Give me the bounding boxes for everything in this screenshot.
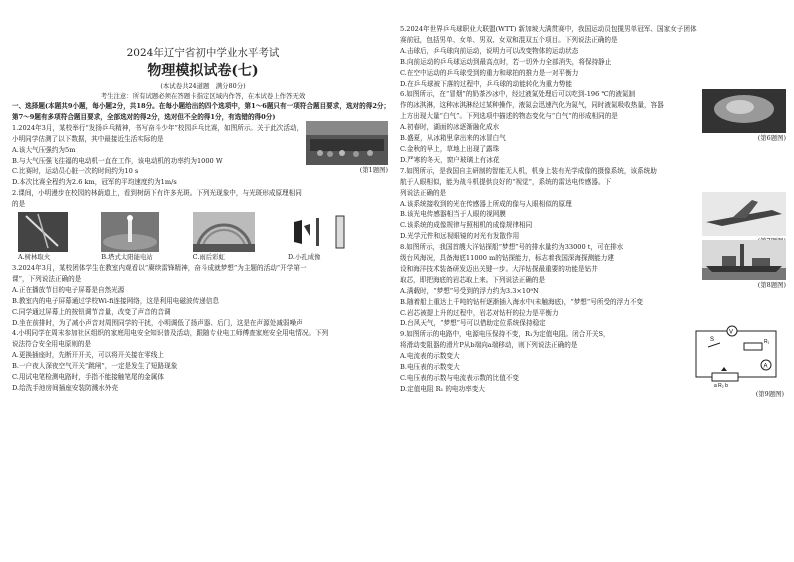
- question-line: C.同学通过屏幕上的按钮调节音量，改变了声音的音调: [12, 307, 171, 316]
- question-line: 9.如图所示的电路中，电源电压保持不变，R₁为定值电阻。闭合开关S，: [400, 330, 610, 339]
- q7-figure: [702, 192, 786, 247]
- solar-tower-image: [101, 212, 159, 252]
- question-line: 小明同学估测了以下数据，其中最接近生活实际的是: [12, 134, 164, 143]
- question-line: B.教室内的电子屏幕通过学校Wi-fi连接网络，这是利用电磁波传递信息: [12, 296, 219, 305]
- question-line: A.初春时，湖面的冰逐渐融化成水: [400, 123, 500, 132]
- question-line: B.向前运动的乒乓球运动到最高点时，若一切外力全部消失，将保持静止: [400, 57, 612, 66]
- q8-figure: [702, 240, 786, 291]
- svg-text:S: S: [710, 337, 715, 344]
- question-line: C.金秋的早上，草地上出现了露珠: [400, 144, 500, 153]
- question-line: D.定值电阻 R₁ 的电功率变大: [400, 384, 485, 393]
- question-line: 将滑动变阻器的滑片P从b端向a端移动，则下列说法正确的是: [400, 341, 578, 350]
- q1-caption: (第1题图): [359, 165, 388, 174]
- question-line: D.光学元件和远视眼镜的对光有发散作用: [400, 232, 520, 241]
- question-line: B.一户夜人深夜空气开关“跳闸”，一定是发生了短路现象: [12, 362, 178, 371]
- q2-option-c: [193, 212, 255, 263]
- question-line: B.电压表的示数变大: [400, 363, 460, 372]
- exam-notice: 考生注意：所有试题必须在答题卡指定区域内作答，在本试卷上作答无效: [100, 92, 306, 100]
- question-line: B.该光电传感器相当于人眼的视网膜: [400, 210, 506, 219]
- question-line: 1.2024年3月，某校举行“发扬乒乓精神，书写奋斗少年”校园乒乓比赛，如图所示。关于此次活动，: [12, 123, 304, 132]
- question-line: C.比赛时，运动员心脏一次的时间约为10 s: [12, 167, 139, 176]
- q9-figure: [688, 323, 784, 400]
- left-column: [12, 24, 394, 394]
- question-line: C.岩芯被提上升的过程中，岩芯对钻杆的拉力是平衡力: [400, 308, 559, 317]
- paper-title: 物理模拟试卷(七): [147, 63, 259, 79]
- question-line: D.本次比赛全程约为2.6 km，冠军的平均速度约为1m/s: [12, 178, 177, 187]
- question-line: 2.课间，小明漫步在校园的林荫道上，看到树荫下有许多光斑。下列光现象中，与光斑形成原理相同: [12, 189, 302, 198]
- right-column: [400, 24, 788, 399]
- svg-text:a R₂ b: a R₂ b: [714, 383, 728, 390]
- question-line: B.盛夏，从冰箱里拿出来的冰冒白气: [400, 134, 506, 143]
- question-line: B.与大气压强飞往福的电动机一直在工作，该电动机的功率约为1000 W: [12, 156, 223, 165]
- q2-option-b: [101, 212, 159, 263]
- option-label: C.雨后彩虹: [192, 253, 225, 262]
- question-line: C.用试电笔检测电路时，手指不能接触笔尾的金属体: [12, 373, 164, 382]
- question-line: 级台风海况，具备海底11000 m的钻探能力，标志着我国深海探测能力建: [400, 254, 614, 263]
- question-line: 5.2024年世界乒乓球职业大联盟(WTT) 新加坡大满贯赛中，我国运动员包揽男单冠军、国家女子团体: [400, 25, 697, 33]
- question-line: 的是: [12, 200, 26, 209]
- svg-text:R₁: R₁: [764, 339, 770, 346]
- question-line: A.更换插座时，先断开开关，可以将开关接在零线上: [12, 351, 164, 360]
- question-line: 7.如图所示，是我国自主研制的智能无人机，机身上装有光学成像的摄像系统，该系统助: [400, 166, 657, 175]
- circuit-diagram: [688, 323, 784, 389]
- question-line: B.随着船上重达上千吨的钻杆逐渐插入海水中(未触海底)，“梦想”号所受的浮力不变: [400, 297, 644, 306]
- question-line: 说法符合安全用电原则的是: [12, 340, 92, 349]
- table-tennis-photo: [306, 121, 388, 165]
- question-line: 作的冰淇淋，这种冰淇淋经过某种操作，液氮会迅速汽化为氮气，同时液氮吸收热量，容器: [400, 101, 664, 110]
- question-line: 课”，下列说法正确的是: [12, 274, 82, 283]
- fighter-jet-photo: [702, 192, 786, 236]
- question-line: 上方出现大量“白气”。下列选项中描述的物态变化与“白气”的形成相同的是: [400, 112, 618, 121]
- question-line: A.电流表的示数变大: [400, 352, 460, 361]
- section1-heading: 一、选择题(本题共9小题，每小题2分，共18分。在每小题给出的四个选项中，第1～6题只有一项符合题目要求，选对的得2分；第7～9题有多项符合题目要求，全部选对的得2分，选对但不全的得1分，有选错的得0分): [12, 102, 391, 121]
- q2-option-a: [18, 212, 68, 263]
- q2-option-d: [288, 212, 348, 263]
- liquid-nitrogen-photo: [702, 89, 786, 133]
- svg-text:V: V: [729, 329, 734, 336]
- question-line: A.该系统接收到的光在传感器上所成的像与人眼相似的原理: [400, 199, 572, 208]
- question-line: D.严寒的冬天，窗户玻璃上有冰花: [400, 155, 500, 164]
- svg-text:A: A: [763, 363, 768, 370]
- option-label: D.小孔成像: [287, 253, 321, 262]
- question-line: A.该大气压强约为5m: [12, 145, 76, 154]
- option-label: B.塔式太阳能电站: [101, 253, 153, 262]
- question-line: 8.如图所示，我国首艘大洋钻探船“梦想”号的排水量约为33000 t，可在排水: [400, 243, 624, 252]
- option-label: A.树林取火: [18, 253, 51, 262]
- q2-options-figures: [18, 212, 348, 263]
- question-line: A.满载时，“梦想”号受到的浮力约为3.3×10⁸N: [400, 286, 539, 295]
- exam-title: 2024年辽宁省初中学业水平考试: [126, 47, 280, 59]
- question-line: 列说法正确的是: [400, 188, 447, 197]
- question-line: C.电压表的示数与电流表示数的比值不变: [400, 374, 519, 382]
- drilling-ship-photo: [702, 240, 786, 280]
- question-line: 3.2024年3月，某校团体学生在教室内观看以“赓续雷锋精神，奋斗成就梦想”为主题的活动“开学第一: [12, 263, 307, 272]
- question-line: 4.小明同学在周末参加社区组织的家庭用电安全知识普及活动，跟随专业电工师傅查家庭安全用电情况。下列: [12, 329, 329, 338]
- question-line: D.在乒乓球被下落的过程中，乒乓球的动能转化为重力势能: [400, 79, 572, 88]
- question-line: D.坐在前排时，为了减小声音对周围同学的干扰，小明调低了扬声器、后门，这是在声源处减弱噪声: [12, 318, 303, 327]
- q1-figure: [306, 121, 388, 176]
- sunlight-fire-image: [18, 212, 68, 252]
- question-line: 设和海洋技术装备研发迈出关键一步。大洋钻探最重要的功能是钻井: [400, 264, 598, 273]
- pinhole-camera-image: [288, 212, 348, 252]
- question-line: D.台风天气，“梦想”号可以借助定位系统保持稳定: [400, 319, 546, 328]
- q6-caption: (第6题图): [757, 134, 786, 143]
- question-line: A.击球后，乒乓球向前运动，说明力可以改变物体的运动状态: [400, 46, 579, 55]
- question-line: D.给洗手池房间插座安装防溅水外壳: [12, 383, 119, 392]
- question-line: 6.如图所示，在“冒烟”的奶茶沙冰中，经过液氮处理后可以吃到-196 ℃的液氮制: [400, 90, 636, 99]
- q8-caption: (第8题图): [757, 281, 786, 290]
- question-line: 取芯，即把海底的岩芯取上来。下列说法正确的是: [400, 275, 546, 284]
- q6-figure: [702, 89, 786, 144]
- exam-info: (本试卷共24道题 满分80分): [160, 82, 246, 90]
- question-line: A.正在播放节目的电子屏幕是自然光源: [12, 285, 125, 294]
- question-line: C.该系统的成像规律与照相机的成像规律相同: [400, 221, 533, 230]
- question-line: C.在空中运动的乒乓球受到的重力和球拍的推力是一对平衡力: [400, 68, 579, 77]
- q9-caption: (第9题图): [755, 390, 784, 399]
- question-line: 航于人眼相似，能为战斗机提供良好的“视觉”，系统的雷达电传感器。下: [400, 177, 612, 186]
- question-line: 赛前冠，包括男单、女单、男双、女双和混双五个项目。下列说法正确的是: [400, 35, 618, 44]
- rainbow-image: [193, 212, 255, 252]
